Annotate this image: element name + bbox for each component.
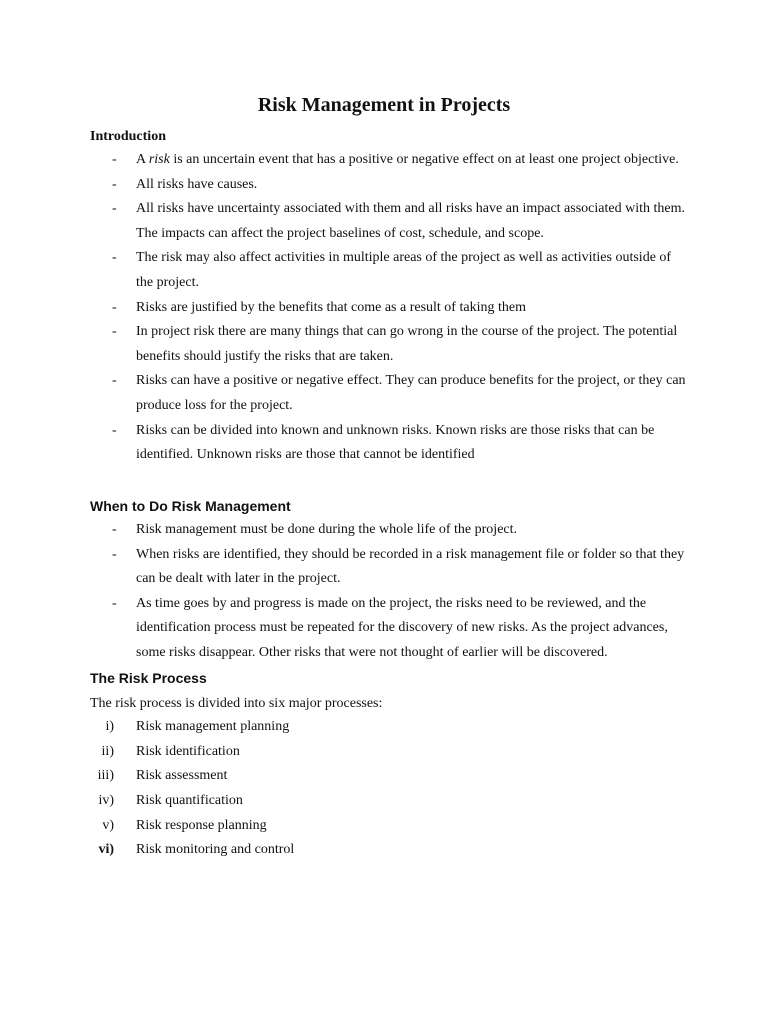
- list-item-text: The risk may also affect activities in multiple areas of the project as well as activities outside of the project.: [136, 250, 672, 290]
- dash-bullet: -: [112, 250, 117, 266]
- section-heading-introduction: Introduction: [90, 129, 166, 144]
- list-item-text: When risks are identified, they should be recorded in a risk management file or folder so that they can be dealt with later in the project.: [136, 546, 685, 587]
- list-item-text: Risk identification: [136, 743, 240, 759]
- item-text-suffix: is an uncertain event that has a positive or negative effect on at least one project objective.: [169, 152, 679, 167]
- dash-bullet: -: [112, 522, 117, 537]
- list-item: [90, 740, 294, 765]
- roman-numeral: vi): [98, 842, 114, 858]
- dash-bullet: -: [112, 152, 117, 167]
- list-item-text: Risk response planning: [136, 817, 267, 833]
- dash-bullet: -: [112, 546, 117, 562]
- dash-bullet: -: [112, 373, 117, 389]
- list-item: [90, 148, 690, 173]
- list-item: [90, 296, 690, 321]
- item-text-emphasis: risk: [148, 152, 170, 167]
- list-item: [90, 320, 690, 369]
- list-item: [90, 764, 294, 789]
- section-heading-risk-process: The Risk Process: [90, 670, 207, 686]
- list-item: [90, 246, 690, 295]
- list-item: [90, 715, 294, 740]
- list-item-text: As time goes by and progress is made on the project, the risks need to be reviewed, and the identification process must be repeated for the discovery of new risks. As the project advances, some risks disappear. Other risks that were not thought of earlier will be discovered.: [136, 595, 668, 660]
- list-item: [90, 197, 690, 246]
- list-item: [90, 838, 294, 863]
- list-item-text: Risk management must be done during the whole life of the project.: [136, 522, 518, 537]
- dash-bullet: -: [112, 422, 117, 438]
- roman-numeral: iv): [98, 793, 114, 809]
- roman-numeral: i): [105, 719, 114, 734]
- list-item-text: Risks can be divided into known and unknown risks. Known risks are those risks that can be identified. Unknown risks are those that cannot be identified: [136, 422, 655, 463]
- dash-bullet: -: [112, 595, 117, 611]
- dash-bullet: -: [112, 176, 117, 192]
- list-item: [90, 173, 690, 198]
- roman-numeral: v): [102, 817, 114, 833]
- dash-bullet: -: [112, 324, 117, 340]
- list-item-text: All risks have causes.: [136, 176, 258, 192]
- list-item: [90, 419, 690, 468]
- item-text-prefix: A: [136, 152, 149, 167]
- list-item-text: In project risk there are many things that can go wrong in the course of the project. The potential benefits should justify the risks that are taken.: [136, 324, 678, 364]
- roman-numeral: ii): [101, 743, 114, 759]
- list-item: [90, 789, 294, 814]
- list-item: [90, 814, 294, 839]
- page-title: Risk Management in Projects: [257, 94, 511, 116]
- roman-numeral: iii): [97, 768, 114, 784]
- list-item-text: Risk assessment: [136, 768, 228, 784]
- process-lead-text: The risk process is divided into six major processes:: [90, 696, 383, 711]
- list-item-text: Risk management planning: [136, 719, 290, 734]
- dash-bullet: -: [112, 299, 117, 315]
- list-item-text: Risks are justified by the benefits that come as a result of taking them: [136, 299, 526, 315]
- list-item-text: Risk quantification: [136, 793, 243, 809]
- process-list: [90, 715, 294, 863]
- list-item: [90, 518, 690, 543]
- list-item: [90, 543, 690, 592]
- list-item: [90, 369, 690, 418]
- section-heading-when: When to Do Risk Management: [90, 498, 291, 514]
- introduction-list: [90, 148, 690, 468]
- dash-bullet: -: [112, 201, 117, 217]
- when-list: [90, 518, 690, 666]
- list-item-text: All risks have uncertainty associated with them and all risks have an impact associated with them. The impacts can affect the project baselines of cost, schedule, and scope.: [136, 201, 685, 241]
- list-item-text: Risk monitoring and control: [136, 842, 295, 858]
- list-item: [90, 592, 690, 666]
- list-item-text: Risks can have a positive or negative effect. They can produce benefits for the project, or they can produce loss for the project.: [136, 373, 686, 413]
